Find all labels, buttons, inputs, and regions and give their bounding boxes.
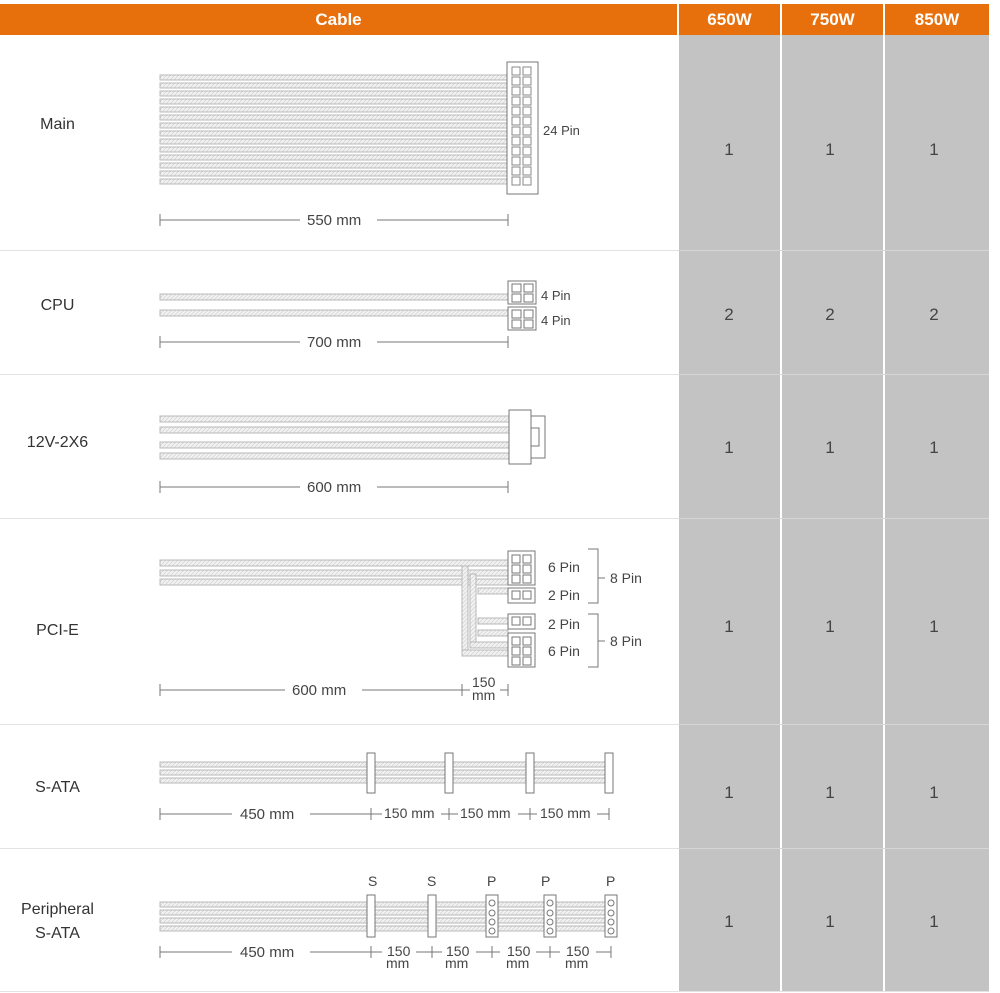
peripheral-length-label: mm [506, 955, 530, 971]
count-cpu-750w: 2 [825, 305, 835, 324]
row-label-line: Peripheral [21, 901, 94, 918]
pcie-length-label: mm [472, 687, 496, 703]
sata-length-label: 150 mm [384, 805, 435, 821]
peripheral-connector-label: S [368, 873, 378, 889]
pcie-cable-wires [160, 560, 508, 656]
peripheral-length-label: 450 mm [240, 944, 295, 961]
cpu-connector-label: 4 Pin [541, 288, 571, 303]
header-cable: Cable [0, 4, 677, 35]
count-pcie-850w: 1 [929, 617, 939, 636]
peripheral-connector-label: P [606, 873, 616, 889]
pcie-connector-label: 8 Pin [610, 570, 642, 586]
cpu-connector-label: 4 Pin [541, 313, 571, 328]
pcie-length-label: 150 [472, 674, 496, 690]
peripheral-length-label: mm [445, 955, 469, 971]
main-connector-label: 24 Pin [543, 123, 580, 138]
sata-length-label: 150 mm [540, 805, 591, 821]
count-main-650w: 1 [724, 140, 734, 159]
peripheral-connector-label: P [541, 873, 551, 889]
pcie-brackets [588, 549, 605, 667]
peripheral-length-label: mm [386, 955, 410, 971]
header-750w: 750W [782, 4, 883, 35]
count-periph-850w: 1 [929, 912, 939, 931]
pcie-connector-icon [508, 551, 535, 667]
count-sata-750w: 1 [825, 783, 835, 802]
count-pcie-650w: 1 [724, 617, 734, 636]
sata-length-label: 450 mm [240, 806, 295, 823]
count-sata-650w: 1 [724, 783, 734, 802]
12v-2x6-connector-icon [509, 410, 545, 464]
main-cable-wires [160, 75, 510, 184]
pcie-connector-label: 8 Pin [610, 633, 642, 649]
peripheral-length-label: 150 [507, 943, 531, 959]
header-850w: 850W [885, 4, 989, 35]
main-24pin-connector-icon [507, 62, 538, 194]
pcie-connector-label: 2 Pin [548, 616, 580, 632]
cpu-cable-wires [160, 294, 510, 316]
count-periph-750w: 1 [825, 912, 835, 931]
row-label-s-ata: S-ATA [35, 779, 80, 796]
peripheral-connector-label: S [427, 873, 437, 889]
count-pcie-750w: 1 [825, 617, 835, 636]
12v-cable-wires [160, 416, 510, 459]
12v-length-label: 600 mm [307, 479, 362, 496]
count-main-750w: 1 [825, 140, 835, 159]
main-length-label: 550 mm [307, 212, 362, 229]
row-label-cpu: CPU [40, 297, 75, 314]
pcie-connector-label: 6 Pin [548, 643, 580, 659]
row-label-pci-e: PCI-E [36, 622, 79, 639]
sata-length-label: 150 mm [460, 805, 511, 821]
peripheral-connector-label: P [487, 873, 497, 889]
count-12v-750w: 1 [825, 438, 835, 457]
count-12v-650w: 1 [724, 438, 734, 457]
peripheral-length-label: 150 [387, 943, 411, 959]
pcie-length-label: 600 mm [292, 682, 347, 699]
row-label-main: Main [40, 116, 75, 133]
count-12v-850w: 1 [929, 438, 939, 457]
cpu-4pin-connector-icon [508, 281, 536, 330]
header-650w: 650W [679, 4, 780, 35]
count-periph-650w: 1 [724, 912, 734, 931]
count-sata-850w: 1 [929, 783, 939, 802]
count-cpu-850w: 2 [929, 305, 939, 324]
row-label-12v-2x6: 12V-2X6 [26, 434, 89, 451]
pcie-connector-label: 6 Pin [548, 559, 580, 575]
row-label-line: S-ATA [35, 925, 80, 942]
peripheral-length-label: 150 [446, 943, 470, 959]
pcie-connector-label: 2 Pin [548, 587, 580, 603]
sata-cable-wires [160, 762, 608, 783]
peripheral-length-label: 150 [566, 943, 590, 959]
count-main-850w: 1 [929, 140, 939, 159]
count-cpu-650w: 2 [724, 305, 734, 324]
peripheral-length-label: mm [565, 955, 589, 971]
cpu-length-label: 700 mm [307, 334, 362, 351]
